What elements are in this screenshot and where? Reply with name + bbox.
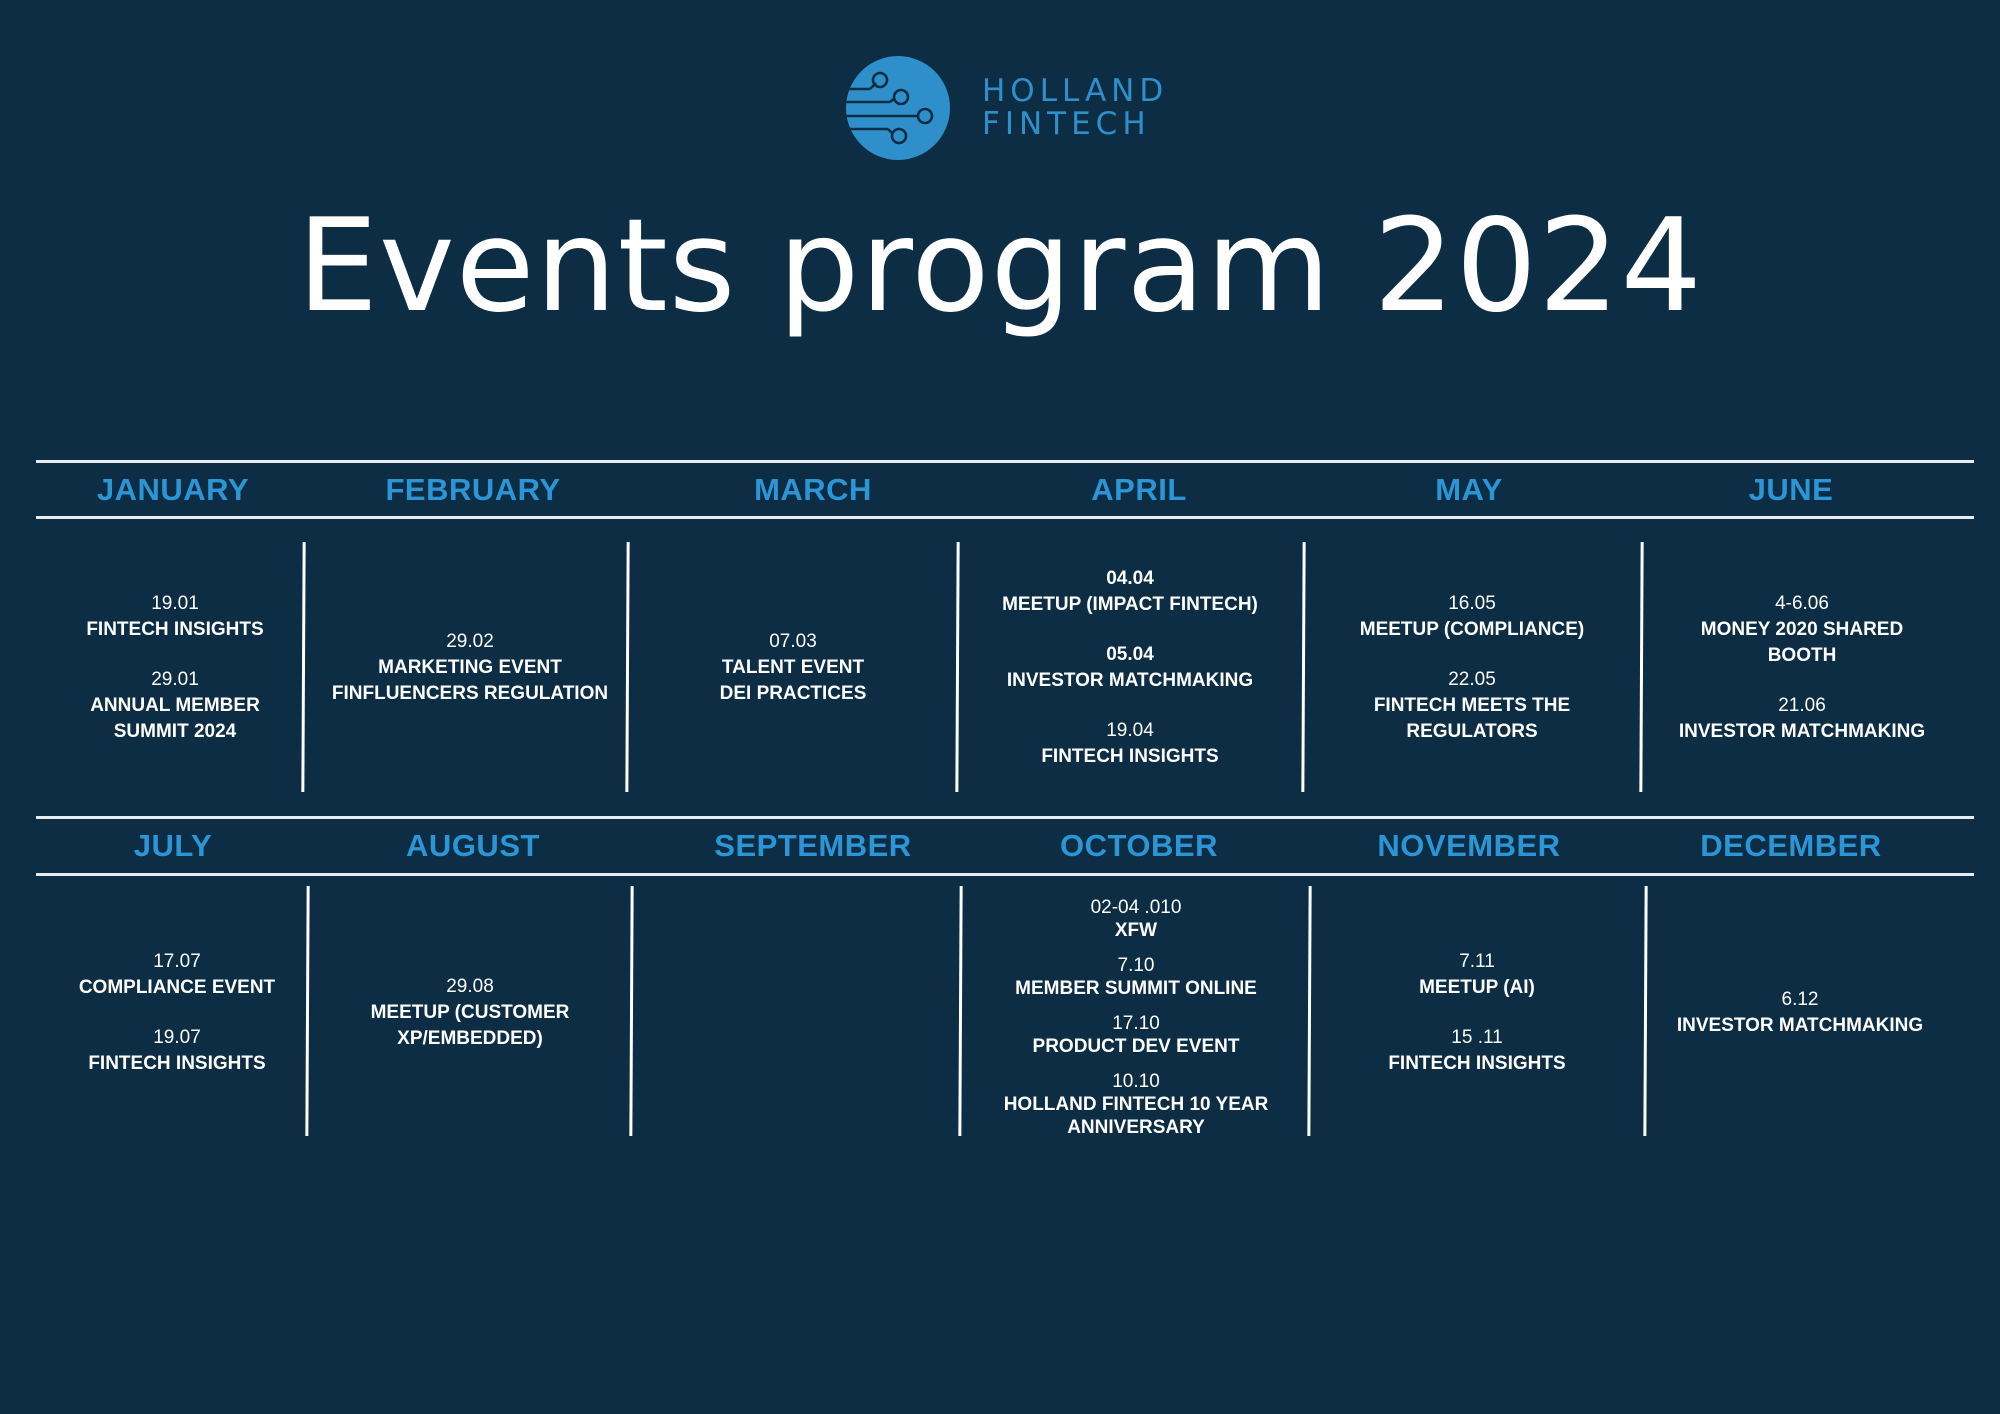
column-divider (629, 886, 633, 1136)
event-item (86, 591, 263, 643)
month-header-april: APRIL (1091, 472, 1187, 507)
month-header-january: JANUARY (96, 472, 250, 507)
event-item (1041, 718, 1218, 770)
event-item (1033, 1012, 1240, 1058)
event-date: 29.02 (446, 631, 494, 652)
event-name: XFW (1114, 920, 1158, 941)
month-cell-may (1308, 545, 1636, 791)
logo-wordmark (982, 75, 1168, 141)
column-divider (955, 542, 959, 792)
event-date: 10.10 (1112, 1071, 1160, 1092)
row1-top-divider (36, 460, 1974, 463)
event-name: FINTECH INSIGHTS (86, 619, 264, 640)
event-item (1015, 954, 1257, 1000)
month-header-october: OCTOBER (1060, 828, 1218, 863)
column-divider (301, 542, 305, 792)
event-date: 17.10 (1112, 1013, 1160, 1034)
event-name: MARKETING EVENT FINFLUENCERS REGULATION (331, 657, 609, 704)
event-date: 29.08 (446, 976, 494, 997)
column-divider (1307, 886, 1311, 1136)
event-date: 29.01 (151, 669, 199, 690)
event-name: INVESTOR MATCHMAKING (1678, 721, 1926, 742)
month-header-june: JUNE (1748, 472, 1834, 507)
month-cell-august (314, 890, 626, 1136)
event-date: 22.05 (1448, 669, 1496, 690)
event-name: COMPLIANCE EVENT (78, 977, 276, 998)
event-name: FINTECH INSIGHTS (1041, 746, 1219, 767)
column-divider (958, 886, 962, 1136)
logo-text-line2: FINTECH (982, 106, 1151, 142)
month-cell-march (634, 545, 952, 791)
event-item (88, 1025, 265, 1077)
event-date: 19.07 (153, 1027, 201, 1048)
column-divider (305, 886, 309, 1136)
event-item (79, 949, 275, 1001)
event-item (713, 629, 873, 707)
event-name: INVESTOR MATCHMAKING (1676, 1015, 1924, 1036)
event-date: 21.06 (1778, 695, 1826, 716)
event-item (991, 1070, 1281, 1139)
event-date: 05.04 (1106, 644, 1154, 665)
event-name: ANNUAL MEMBER SUMMIT 2024 (90, 695, 260, 742)
event-item (1388, 1025, 1565, 1077)
event-date: 17.07 (153, 951, 201, 972)
month-cell-july (50, 890, 304, 1136)
event-name: FINTECH MEETS THE REGULATORS (1373, 695, 1571, 742)
month-cell-october (968, 890, 1304, 1190)
event-item (1679, 693, 1925, 745)
column-divider (1639, 542, 1643, 792)
event-item (80, 667, 270, 745)
event-date: 07.03 (769, 631, 817, 652)
event-item (1091, 896, 1182, 942)
event-name: TALENT EVENT DEI PRACTICES (719, 657, 867, 704)
month-cell-january (50, 545, 300, 791)
month-cell-november (1314, 890, 1640, 1136)
column-divider (1301, 542, 1305, 792)
event-item (360, 974, 580, 1052)
month-cell-december (1650, 890, 1950, 1136)
row1-header-divider (36, 516, 1974, 519)
month-header-december: DECEMBER (1700, 828, 1882, 863)
event-item (1677, 591, 1927, 669)
event-date: 7.11 (1459, 951, 1495, 972)
month-cell-february (310, 545, 630, 791)
event-date: 04.04 (1106, 568, 1154, 589)
circuit-logo-icon (846, 56, 950, 160)
event-item (1002, 566, 1258, 618)
event-date: 7.10 (1117, 955, 1155, 976)
event-date: 02-04 .010 (1090, 897, 1182, 918)
month-header-march: MARCH (754, 472, 872, 507)
event-item (1677, 987, 1923, 1039)
event-name: MEETUP (AI) (1419, 977, 1535, 998)
month-header-august: AUGUST (406, 828, 540, 863)
month-header-may: MAY (1435, 472, 1503, 507)
event-name: MEETUP (CUSTOMER XP/EMBEDDED) (370, 1002, 570, 1049)
event-date: 15 .11 (1451, 1027, 1503, 1048)
month-cell-june (1646, 545, 1958, 791)
month-header-february: FEBRUARY (385, 472, 561, 507)
page-title: Events program 2024 (297, 192, 1703, 341)
event-date: 4-6.06 (1775, 593, 1829, 614)
month-header-september: SEPTEMBER (714, 828, 912, 863)
event-name: MEETUP (COMPLIANCE) (1359, 619, 1585, 640)
month-cell-april (962, 545, 1298, 791)
event-name: INVESTOR MATCHMAKING (1006, 670, 1254, 691)
event-item (1419, 949, 1535, 1001)
row2-top-divider (36, 816, 1974, 819)
event-date: 19.01 (151, 593, 199, 614)
event-date: 19.04 (1106, 720, 1154, 741)
event-name: PRODUCT DEV EVENT (1032, 1036, 1240, 1057)
event-name: FINTECH INSIGHTS (1388, 1053, 1566, 1074)
event-name: FINTECH INSIGHTS (88, 1053, 266, 1074)
event-item (1357, 667, 1587, 745)
row2-header-divider (36, 873, 1974, 876)
event-name: MEMBER SUMMIT ONLINE (1015, 978, 1257, 999)
event-name: MONEY 2020 SHARED BOOTH (1700, 619, 1904, 666)
month-header-july: JULY (133, 828, 213, 863)
event-item (325, 629, 615, 707)
event-date: 6.12 (1781, 989, 1819, 1010)
event-item (1360, 591, 1584, 643)
event-date: 16.05 (1448, 593, 1496, 614)
month-cell-september (636, 890, 954, 1136)
month-header-november: NOVEMBER (1377, 828, 1561, 863)
event-item (1007, 642, 1253, 694)
holland-fintech-logo (846, 56, 1168, 160)
event-name: MEETUP (IMPACT FINTECH) (1002, 594, 1258, 615)
event-name: HOLLAND FINTECH 10 YEAR ANNIVERSARY (1003, 1094, 1269, 1138)
logo-text-line1: HOLLAND (982, 73, 1169, 109)
column-divider (1643, 886, 1647, 1136)
